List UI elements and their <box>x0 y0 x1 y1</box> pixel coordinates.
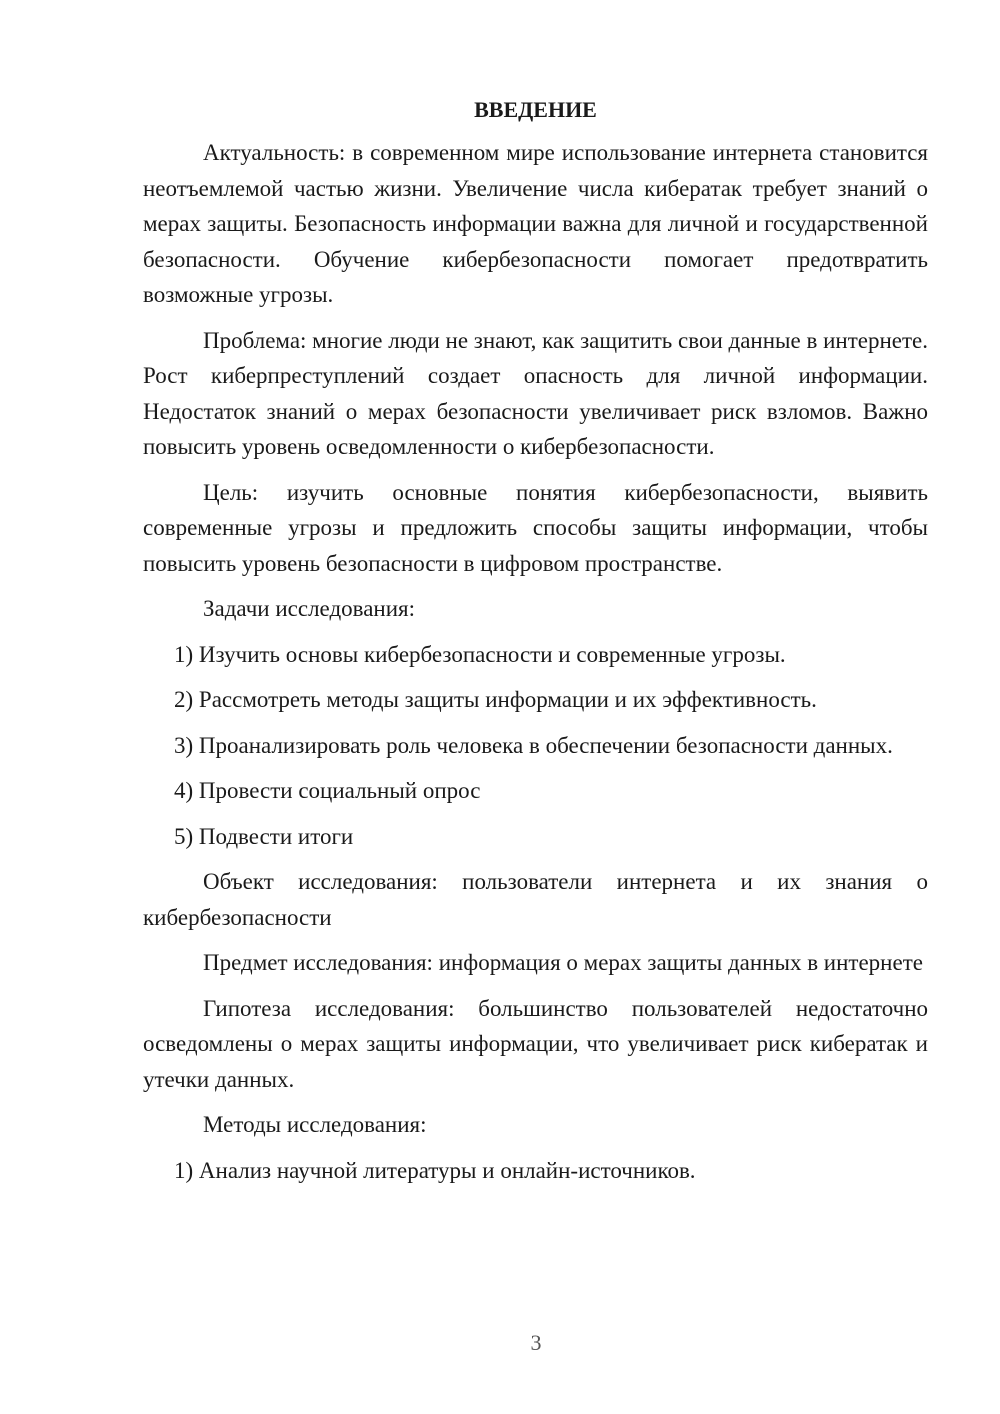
page-title: ВВЕДЕНИЕ <box>474 97 597 122</box>
page-number: 3 <box>530 1330 542 1355</box>
task-item: 2) Рассмотреть методы защиты информации и их эффективность. <box>174 687 817 712</box>
subject-paragraph: Предмет исследования: информация о мерах защиты данных в интернете <box>203 950 923 975</box>
object-paragraph: Объект исследования: пользователи интернета и их знания о кибербезопасности <box>143 869 928 930</box>
problem-paragraph: Проблема: многие люди не знают, как защитить свои данные в интернете. Рост киберпреступлений создает опасность для личной информации. Недостаток знаний о мерах безопасности увеличивает риск взломов. Важно повысить уровень осведомленности о кибербезопасности. <box>143 327 928 459</box>
methods-heading: Методы исследования: <box>203 1112 427 1137</box>
task-item: 3) Проанализировать роль человека в обеспечении безопасности данных. <box>174 732 893 758</box>
tasks-heading: Задачи исследования: <box>203 596 416 621</box>
task-item: 4) Провести социальный опрос <box>174 778 481 803</box>
method-item: 1) Анализ научной литературы и онлайн-источников. <box>174 1157 696 1183</box>
task-item: 1) Изучить основы кибербезопасности и современные угрозы. <box>174 641 786 667</box>
document-page <box>143 92 928 1198</box>
relevance-paragraph: Актуальность: в современном мире использование интернета становится неотъемлемой частью жизни. Увеличение числа кибератак требует знаний о мерах защиты. Безопасность информации важна для личной и государственной безопасности. Обучение кибербезопасности помогает предотвратить возможные угрозы. <box>143 140 928 307</box>
task-item: 5) Подвести итоги <box>174 823 354 849</box>
hypothesis-paragraph: Гипотеза исследования: большинство пользователей недостаточно осведомлены о мерах защиты информации, что увеличивает риск кибератак и утечки данных. <box>143 995 928 1092</box>
goal-paragraph: Цель: изучить основные понятия кибербезопасности, выявить современные угрозы и предложить способы защиты информации, чтобы повысить уровень безопасности в цифровом пространстве. <box>143 479 928 576</box>
